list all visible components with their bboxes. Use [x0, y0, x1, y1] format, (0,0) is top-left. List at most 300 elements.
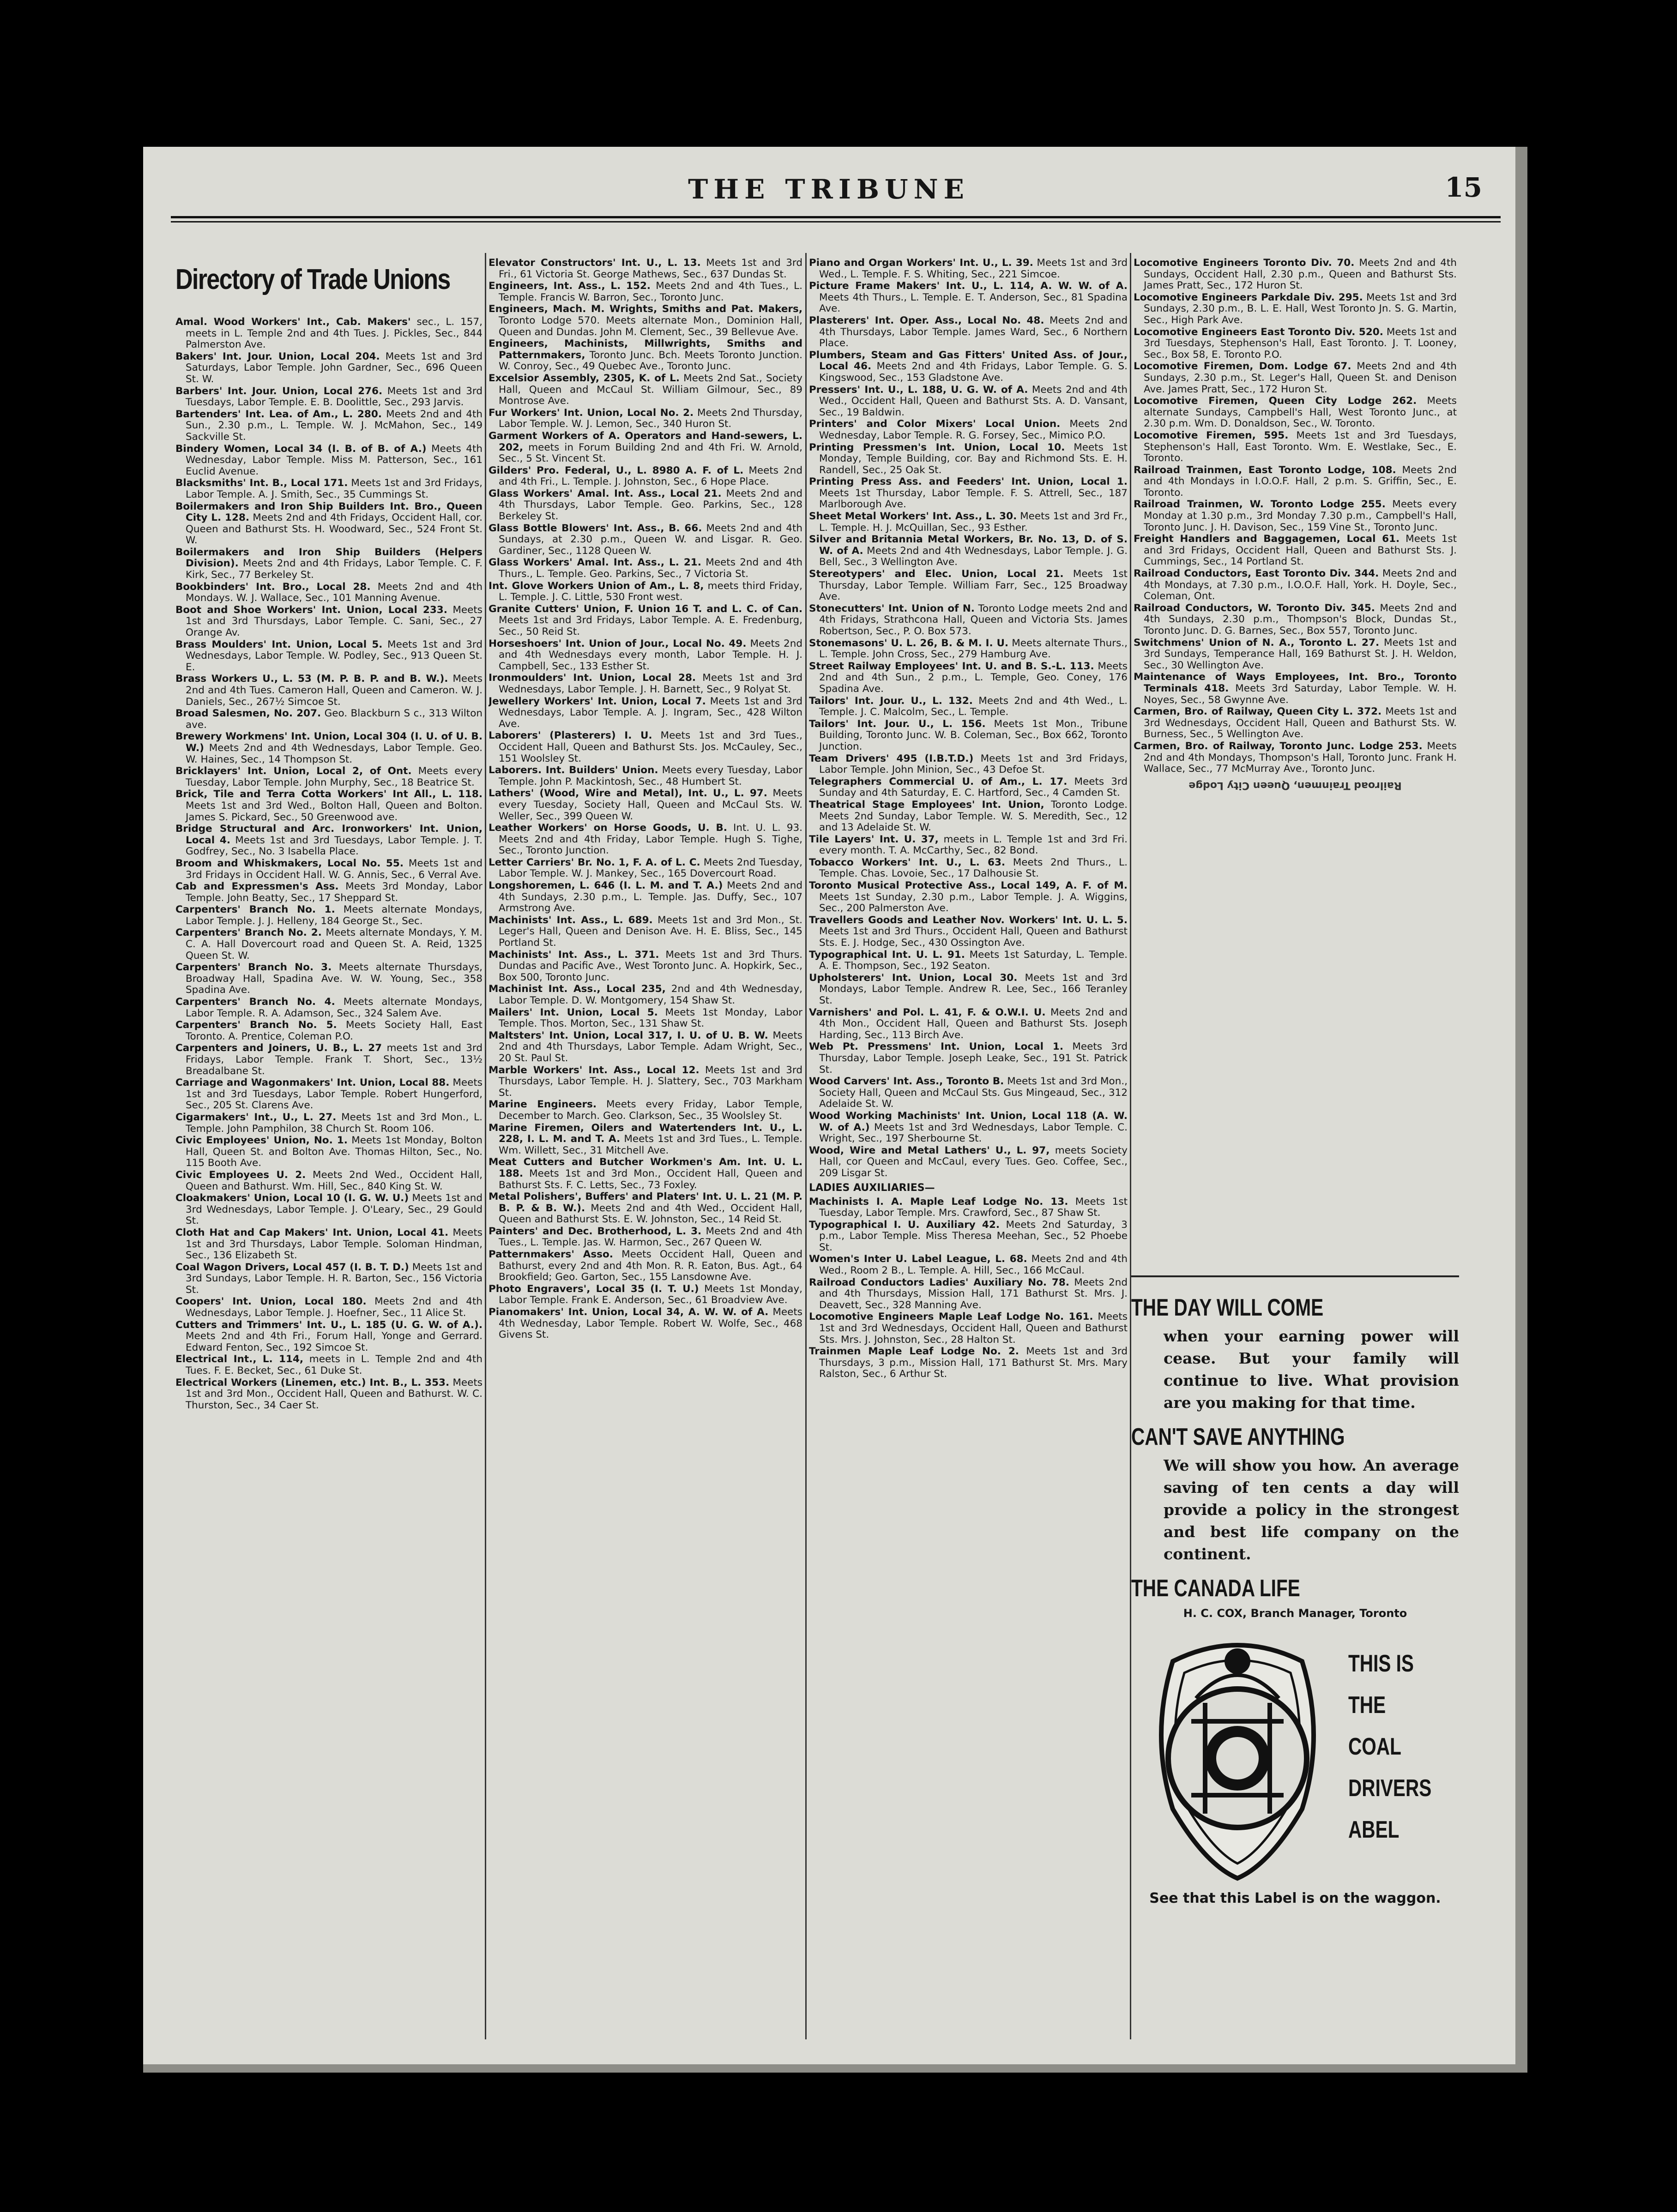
- union-entry: [809, 1007, 1128, 1041]
- union-name: Longshoremen, L. 646 (I. L. M. and T. A.): [489, 880, 723, 892]
- union-entry: [489, 696, 802, 730]
- union-details: Meets 2nd and 4th Sundays, at 2.30 p.m., Queen W. and Lisgar. R. Geo. Gardiner, Sec., 1128 Queen W.: [499, 522, 802, 557]
- union-entry: [175, 997, 483, 1019]
- union-entry: [1134, 706, 1457, 740]
- union-details: Meets 1st and 3rd Fri., 61 Victoria St. George Mathews, Sec., 637 Dundas St.: [499, 258, 802, 280]
- union-label-footer: See that this Label is on the waggon.: [1149, 1890, 1441, 1906]
- union-entry: [175, 1227, 483, 1262]
- union-entry: [809, 534, 1128, 568]
- union-details: Meets 4th Wednesday, Labor Temple. Robert W. Wolfe, Sec., 468 Givens St.: [499, 1306, 802, 1341]
- union-details: Meets 2nd Wednesday, Labor Temple. R. G. Forsey, Sec., Mimico P.O.: [819, 418, 1128, 441]
- union-name: Sheet Metal Workers' Int. Ass., L. 30.: [809, 511, 1017, 523]
- union-details: Meets 1st and 3rd Tuesdays, Labor Temple. J. T. Godfrey, Sec., No. 3 Isabella Place.: [186, 834, 483, 858]
- union-entry: [1134, 361, 1457, 395]
- union-name: Excelsior Assembly, 2305, K. of L.: [489, 372, 680, 384]
- union-details: Meets 2nd and 4th Sundays, Occident Hall, 2.30 p.m., Queen and Bathurst Sts. James Pratt, Sec., 172 Huron St.: [1144, 258, 1457, 292]
- union-entry: [809, 476, 1128, 511]
- union-details: Meets 4th Wednesday, Labor Temple. Miss M. Patterson, Sec., 161 Euclid Avenue.: [186, 443, 483, 477]
- union-entry: [489, 984, 802, 1006]
- union-name: Civic Employees U. 2.: [175, 1169, 306, 1181]
- union-entry: [489, 338, 802, 373]
- union-name: Tailors' Int. Jour. U., L. 132.: [809, 695, 973, 707]
- union-details: Meets alternate Mondays, Labor Temple. J. J. Helleny, 184 George St., Sec.: [186, 904, 483, 927]
- union-details: meets in L. Temple 2nd and 4th Tues. F. E. Becket, Sec., 61 Duke St.: [186, 1353, 483, 1377]
- union-entry: [1134, 534, 1457, 568]
- union-name: Marine Engineers.: [489, 1099, 597, 1111]
- union-details: Meets 4th Thurs., L. Temple. E. T. Anderson, Sec., 81 Spadina Ave.: [819, 291, 1128, 315]
- union-name: Machinists' Int. Ass., L. 371.: [489, 949, 659, 961]
- union-name: Brewery Workmens' Int. Union, Local 304 (I. U. of U. B. W.): [175, 731, 483, 754]
- union-name: Maintenance of Ways Employees, Int. Bro., Toronto Terminals 418.: [1134, 671, 1457, 694]
- union-entry: [809, 1277, 1128, 1311]
- union-entry: [175, 582, 483, 604]
- union-name: Piano and Organ Workers' Int. U., L. 39.: [809, 258, 1033, 269]
- union-entry: [809, 315, 1128, 349]
- union-name: Ironmoulders' Int. Union, Local 28.: [489, 672, 696, 684]
- union-entry: [1134, 258, 1457, 292]
- union-entry: [809, 973, 1128, 1007]
- union-entry: [489, 1030, 802, 1064]
- union-name: Railroad Trainmen, W. Toronto Lodge 255.: [1134, 499, 1386, 511]
- union-details: Meets 1st and 3rd Tues., L. Temple. Wm. Willett, Sec., 31 Mitchell Ave.: [499, 1133, 802, 1156]
- union-entry: [175, 823, 483, 858]
- directory-column-4: [1134, 258, 1457, 1273]
- union-name: Carpenters and Joiners, U. B., L. 27: [175, 1042, 382, 1054]
- union-entry: [1134, 637, 1457, 672]
- union-name: Machinist Int. Ass., Local 235,: [489, 983, 666, 995]
- union-name: Telegraphers Commercial U. of Am., L. 17.: [809, 775, 1068, 787]
- union-name: Blacksmiths' Int. B., Local 171.: [175, 477, 348, 489]
- union-name: Brass Moulders' Int. Union, Local 5.: [175, 638, 383, 650]
- union-name: Locomotive Firemen, 595.: [1134, 429, 1289, 441]
- union-details: Meets every Monday at 1.30 p.m., 3rd Monday 7.30 p.m., Campbell's Hall, Toronto Junc. J. H. Davison, Sec., 159 Vine St., Toronto Junc.: [1144, 499, 1457, 533]
- union-name: Web Pt. Pressmens' Int. Union, Local 1.: [809, 1041, 1064, 1053]
- union-entry: [809, 1346, 1128, 1380]
- union-entry: [809, 915, 1128, 949]
- union-name: Glass Workers' Amal. Int. Ass., L. 21.: [489, 557, 701, 569]
- life-insurance-advert: [1131, 1275, 1459, 1912]
- union-details: Meets 1st Thursday, Labor Temple. William Farr, Sec., 125 Broadway Ave.: [819, 568, 1128, 603]
- union-details: Meets 1st and 3rd Thursdays, Labor Temple. C. Sani, Sec., 27 Orange Av.: [186, 604, 483, 639]
- directory-heading: Directory of Trade Unions: [175, 264, 450, 295]
- union-entry: [175, 789, 483, 823]
- label-line: THE: [1348, 1692, 1386, 1719]
- union-details: Meets 3rd Saturday, Labor Temple. W. H. Noyes, Sec., 58 Gwynne Ave.: [1144, 682, 1457, 706]
- union-entry: [1134, 603, 1457, 637]
- column-divider: [485, 253, 486, 2039]
- union-details: Meets 2nd and 4th Mondays in I.O.O.F. Hall, 2 p.m. S. Griffin, Sec., E. Toronto.: [1144, 464, 1457, 499]
- union-name: Carpenters' Branch No. 5.: [175, 1019, 337, 1031]
- union-details: Meets 1st and 3rd Wednesdays, Labor Temple. J. O'Leary, Sec., 29 Gould St.: [186, 1192, 483, 1227]
- union-details: Meets 2nd and 4th Sundays, 2.30 p.m., L. Temple. Jas. Duffy, Sec., 107 Armstrong Ave.: [499, 880, 802, 914]
- union-name: Varnishers' and Pol. L. 41, F. & O.W.I. U.: [809, 1006, 1046, 1018]
- union-name: Brick, Tile and Terra Cotta Workers' Int All., L. 118.: [175, 788, 483, 800]
- union-name: Elevator Constructors' Int. U., L. 13.: [489, 258, 701, 269]
- advert-body-1: when your earning power will cease. But your family will continue to live. What provision are you making for that time.: [1164, 1327, 1459, 1412]
- union-name: Cigarmakers' Int., U., L. 27.: [175, 1111, 337, 1123]
- union-name: Pianomakers' Int. Union, Local 34, A. W. W. of A.: [489, 1306, 769, 1318]
- union-name: Switchmens' Union of N. A., Toronto L. 27.: [1134, 637, 1380, 649]
- union-entry: [489, 1123, 802, 1157]
- union-name: Typographical I. U. Auxiliary 42.: [809, 1219, 1000, 1231]
- union-name: Fur Workers' Int. Union, Local No. 2.: [489, 407, 694, 419]
- union-details: Meets 2nd and 4th Sun., 2 p.m., L. Temple, Geo. Coney, 176 Spadina Ave.: [819, 660, 1128, 695]
- union-details: Meets 1st and 3rd Fridays, Labor Temple. A. E. Fredenburg, Sec., 50 Reid St.: [499, 614, 802, 637]
- union-details: meets third Friday, L. Temple. J. C. Little, 530 Front west.: [499, 580, 802, 603]
- union-details: Meets alternate Thursdays, Broadway Hall, Spadina Ave. W. W. Young, Sec., 358 Spadina Ave.: [186, 962, 483, 996]
- union-name: Machinists I. A. Maple Leaf Lodge No. 13.: [809, 1196, 1068, 1208]
- union-name: Garment Workers of A. Operators and Hand-sewers, L. 202,: [489, 430, 802, 453]
- union-entry: [809, 603, 1128, 637]
- union-details: Meets 2nd and 4th Thursdays, Labor Temple. Adam Wright, Sec., 20 St. Paul St.: [499, 1029, 802, 1064]
- union-details: Meets 1st and 3rd Mon., St. Leger's Hall, Queen and Denison Ave. H. E. Bliss, Sec., 145 Portland St.: [499, 914, 802, 949]
- union-entry: [175, 409, 483, 443]
- union-details: Meets 1st Thursday, Labor Temple. F. S. Attrell, Sec., 187 Marlborough Ave.: [819, 487, 1128, 511]
- union-name: Tile Layers' Int. U. 37,: [809, 833, 939, 845]
- union-entry: [1134, 396, 1457, 430]
- label-line: DRIVERS: [1348, 1775, 1432, 1802]
- union-entry: [489, 281, 802, 303]
- union-name: Mailers' Int. Union, Local 5.: [489, 1006, 658, 1018]
- union-name: Locomotive Engineers Toronto Div. 70.: [1134, 258, 1355, 269]
- union-entry: [175, 1112, 483, 1135]
- union-name: Pressers' Int. U., L. 188, U. G. W. of A.: [809, 384, 1028, 396]
- union-name: Engineers, Int. Ass., L. 152.: [489, 280, 651, 292]
- union-entry: [175, 858, 483, 881]
- union-entry: [1134, 292, 1457, 326]
- union-name: Bricklayers' Int. Union, Local 2, of Ont.: [175, 765, 412, 777]
- union-details: Meets 2nd and 4th Wednesdays, Labor Temple. Geo. W. Haines, Sec., 14 Thompson St.: [186, 742, 483, 765]
- union-details: Meets 2nd and 4th Fri., L. Temple. J. Johnston, Sec., 6 Hope Place.: [499, 464, 802, 488]
- union-details: Toronto Lodge. Meets 2nd Sunday, Labor Temple. W. S. Meredith, Sec., 12 and 13 Adelaide St. W.: [819, 799, 1128, 834]
- union-entry: [489, 465, 802, 488]
- union-details: Meets 2nd and 4th Mon., Occident Hall, Queen and Bathurst Sts. Joseph Harding, Sec., 113 Birch Ave.: [819, 1006, 1128, 1041]
- union-details: Meets 1st and 3rd Wednesdays, Labor Temple. A. J. Ingram, Sec., 428 Wilton Ave.: [499, 695, 802, 730]
- union-name: Glass Bottle Blowers' Int. Ass., B. 66.: [489, 522, 702, 534]
- union-details: Meets 2nd and 4th Mondays, Thompson's Hall, Toronto Junc. Frank H. Wallace, Sec., 77 McMurray Ave., Toronto Junc.: [1144, 740, 1457, 775]
- union-entry: [809, 1196, 1128, 1219]
- union-details: Meets 2nd and 4th Fridays, Labor Temple. G. S. Kingswood, Sec., 153 Gladstone Ave.: [819, 361, 1128, 384]
- union-details: Meets 1st and 3rd Wednesdays, Labor Temple. W. Podley, Sec., 913 Queen St. E.: [186, 638, 483, 673]
- union-name: Picture Frame Makers' Int. U., L. 114, A. W. W. of A.: [809, 280, 1128, 292]
- union-name: Electrical Workers (Linemen, etc.) Int. B., L. 353.: [175, 1376, 450, 1389]
- union-entry: [809, 258, 1128, 280]
- union-label-text: [1348, 1643, 1459, 1851]
- union-details: Meets 1st and 3rd Wednesdays, Labor Temple. J. H. Barnett, Sec., 9 Rolyat St.: [499, 672, 802, 695]
- union-details: Meets 1st and 3rd Thursdays, Labor Temple. H. J. Slattery, Sec., 703 Markham St.: [499, 1064, 802, 1099]
- union-details: Meets 1st and 3rd Tuesdays, Stephenson's Hall, East Toronto. Wm. E. Westlake, Sec., E. Toronto.: [1144, 429, 1457, 464]
- union-entry: [175, 1377, 483, 1412]
- union-entry: [1134, 568, 1457, 602]
- union-details: Meets 1st Saturday, L. Temple. A. E. Thompson, Sec., 192 Seaton.: [819, 949, 1128, 972]
- union-entry: [489, 408, 802, 430]
- union-name: Barbers' Int. Jour. Union, Local 276.: [175, 385, 383, 397]
- union-details: Meets 1st and 3rd Mon., Society Hall, Queen and McCaul Sts. Gus Mingeaud, Sec., 312 Adelaide St. W.: [819, 1076, 1128, 1110]
- advert-manager: H. C. COX, Branch Manager, Toronto: [1183, 1607, 1407, 1620]
- union-entry: [809, 696, 1128, 718]
- union-name: Women's Inter U. Label League, L. 68.: [809, 1253, 1027, 1265]
- union-details: Meets 2nd and 4th Sun., 2.30 p.m., L. Temple. W. J. McMahon, Sec., 149 Sackville St.: [186, 408, 483, 443]
- union-entry: [1134, 327, 1457, 361]
- union-name: Plumbers, Steam and Gas Fitters' United Ass. of Jour., Local 46.: [809, 349, 1128, 373]
- union-name: Glass Workers' Amal. Int. Ass., Local 21.: [489, 487, 722, 499]
- union-name: Locomotive Engineers East Toronto Div. 520.: [1134, 326, 1383, 338]
- union-name: Bookbinders' Int. Bro., Local 28.: [175, 581, 371, 593]
- union-label-advert: [1131, 1634, 1459, 1883]
- union-name: Cloakmakers' Union, Local 10 (I. G. W. U.): [175, 1192, 409, 1204]
- union-entry: [489, 730, 802, 764]
- union-details: Meets every Friday, Labor Temple, December to March. Geo. Clarkson, Sec., 35 Woolsley St.: [499, 1099, 802, 1122]
- union-details: Meets 1st and 3rd Wednesdays, Labor Temple. C. Wright, Sec., 197 Sherbourne St.: [819, 1121, 1128, 1145]
- union-details: Meets 1st and 3rd Mondays, Labor Temple. Andrew R. Lee, Sec., 166 Teranley St.: [819, 972, 1128, 1006]
- union-details: Meets 1st and 3rd Thurs., Occident Hall, Queen and Bathurst Sts. E. J. Hodge, Sec., 430 Ossington Ave.: [819, 926, 1128, 949]
- union-details: Meets 1st and 3rd Sundays, Temperance Hall, 169 Bathurst St. J. H. Weldon, Sec., 30 Wellington Ave.: [1144, 637, 1457, 671]
- union-entry: [175, 444, 483, 478]
- union-details: Meets 1st and 3rd Fridays in Occident Hall. W. G. Annis, Sec., 6 Verral Ave.: [186, 857, 483, 881]
- union-entry: [489, 880, 802, 914]
- union-entry: [175, 766, 483, 788]
- union-details: Meets 2nd Saturday, 3 p.m., Labor Temple. Miss Theresa Meehan, Sec., 52 Phoebe St.: [819, 1219, 1128, 1253]
- union-entry: [809, 442, 1128, 476]
- union-details: Meets 2nd and 4th Mondays. W. J. Wallace, Sec., 101 Manning Avenue.: [186, 581, 483, 604]
- union-details: Meets 2nd Wed., Occident Hall, Queen and Bathurst. Wm. Hill, Sec., 840 King St. W.: [186, 1169, 483, 1192]
- union-name: Bridge Structural and Arc. Ironworkers' Int. Union, Local 4.: [175, 823, 483, 846]
- union-name: Marble Workers' Int. Ass., Local 12.: [489, 1064, 700, 1076]
- union-entry: [175, 605, 483, 639]
- union-entry: [809, 661, 1128, 695]
- union-details: Meets 1st and 3rd Fridays, Labor Temple. A. J. Smith, Sec., 35 Cummings St.: [186, 477, 483, 500]
- union-entry: [809, 753, 1128, 776]
- union-details: Meets 2nd and 4th Fridays, Labor Temple. C. F. Kirk, Sec., 77 Berkeley St.: [186, 558, 483, 581]
- union-entry: [489, 857, 802, 880]
- union-entry: [809, 350, 1128, 384]
- union-name: Lathers' (Wood, Wire and Metal), Int. U., L. 97.: [489, 787, 767, 799]
- union-name: Coopers' Int. Union, Local 180.: [175, 1296, 367, 1308]
- union-entry: [175, 1296, 483, 1319]
- union-details: Meets 2nd and 4th Wed., L. Temple. J. C. Malcolm, Sec., L. Temple.: [819, 695, 1128, 718]
- union-name: Engineers, Machinists, Millwrights, Smiths and Patternmakers,: [489, 338, 802, 361]
- union-name: Railroad Trainmen, East Toronto Lodge, 108.: [1134, 464, 1396, 476]
- union-details: Meets 1st and 3rd Tuesdays, Labor Temple. Robert Hungerford, Sec., 205 St. Clarens Ave.: [186, 1077, 483, 1112]
- union-entry: [809, 857, 1128, 880]
- union-name: Locomotive Engineers Parkdale Div. 295.: [1134, 291, 1363, 303]
- union-name: Meat Cutters and Butcher Workmen's Am. Int. U. L. 188.: [489, 1156, 802, 1179]
- union-details: Meets 1st and 3rd Fr., L. Temple. H. J. McQuillan, Sec., 93 Esther.: [819, 511, 1128, 534]
- union-details: Int. U. L. 93. Meets 2nd and 4th Friday, Labor Temple. Hugh S. Tighe, Sec., Toronto Junction.: [499, 822, 802, 857]
- union-entry: [809, 385, 1128, 419]
- union-entry: [489, 258, 802, 280]
- union-name: Granite Cutters' Union, F. Union 16 T. and L. C. of Can.: [489, 603, 802, 615]
- union-details: Meets 1st and 3rd Thursdays, Labor Temple. Soloman Hindman, Sec., 136 Elizabeth St.: [186, 1226, 483, 1262]
- union-entry: [1134, 499, 1457, 533]
- directory-column-3: [809, 258, 1128, 2035]
- union-details: Meets 1st and 3rd Sundays, 2.30 p.m., B. L. E. Hall, West Toronto Jn. S. G. Martin, Sec., High Park Ave.: [1144, 291, 1457, 326]
- union-details: Meets 1st Monday, Labor Temple. Frank E. Anderson, Sec., 61 Broadview Ave.: [499, 1283, 802, 1306]
- union-entry: [489, 788, 802, 822]
- union-details: Meets 1st and 3rd Fridays, Labor Temple. John Minion, Sec., 43 Defoe St.: [819, 752, 1128, 776]
- union-name: Trainmen Maple Leaf Lodge No. 2.: [809, 1346, 1019, 1358]
- union-entry: [175, 1354, 483, 1376]
- union-entry: [489, 950, 802, 984]
- union-details: Meets 1st and 3rd Tuesdays, Stephenson's Hall, East Toronto. J. T. Looney, Sec., Box 58, E. Toronto P.O.: [1144, 326, 1457, 361]
- union-details: Meets 2nd and 4th Wednesdays, Labor Temple. J. G. Bell, Sec., 3 Wellington Ave.: [819, 545, 1128, 568]
- union-name: Machinists' Int. Ass., L. 689.: [489, 914, 653, 926]
- union-name: Cab and Expressmen's Ass.: [175, 881, 339, 893]
- union-name: Electrical Int., L. 114,: [175, 1353, 304, 1365]
- union-details: Toronto Junc. Bch. Meets Toronto Junction. W. Conroy, Sec., 49 Quebec Ave., Toronto Junc.: [499, 349, 802, 373]
- union-details: meets in L. Temple 1st and 3rd Fri. every month. T. A. McCarthy, Sec., 82 Bond.: [819, 833, 1128, 857]
- union-details: Meets 2nd and 4th Mondays, at 7.30 p.m., I.O.O.F. Hall, York. H. Doyle, Sec., Coleman, Ont.: [1144, 568, 1457, 602]
- union-entry: [175, 673, 483, 708]
- union-entry: [175, 639, 483, 673]
- union-name: Railroad Conductors, East Toronto Div. 344.: [1134, 568, 1379, 580]
- union-name: Patternmakers' Asso.: [489, 1249, 613, 1261]
- union-entry: [1134, 430, 1457, 464]
- union-name: Boot and Shoe Workers' Int. Union, Local 233.: [175, 604, 447, 616]
- union-entry: [809, 569, 1128, 603]
- union-details: Meets 2nd Tuesday, Labor Temple. W. J. Mankey, Sec., 165 Dovercourt Road.: [499, 856, 802, 880]
- union-name: Locomotive Firemen, Dom. Lodge 67.: [1134, 361, 1351, 373]
- union-entry: [809, 719, 1128, 753]
- union-name: Marine Firemen, Oilers and Watertenders Int. U., L. 228, I. L. M. and T. A.: [489, 1122, 802, 1145]
- union-details: Meets 2nd and 4th Wed., Room 2 B., L. Temple. A. Hill, Sec., 166 McCaul.: [819, 1253, 1128, 1277]
- union-name: Freight Handlers and Baggagemen, Local 61.: [1134, 533, 1400, 545]
- union-name: Plasterers' Int. Oper. Ass., Local No. 48.: [809, 314, 1044, 326]
- masthead-rule: [171, 216, 1501, 222]
- union-entry: [809, 1145, 1128, 1179]
- union-name: Carpenters' Branch No. 2.: [175, 927, 322, 939]
- union-entry: [489, 1191, 802, 1226]
- union-details: Geo. Blackburn S c., 313 Wilton ave.: [186, 708, 483, 731]
- union-name: Silver and Britannia Metal Workers, Br. No. 13, D. of S. W. of A.: [809, 534, 1128, 557]
- union-entry: [489, 1007, 802, 1030]
- union-entry: [489, 638, 802, 673]
- union-entry: [489, 915, 802, 949]
- union-entry: [489, 373, 802, 407]
- publication-title: THE TRIBUNE: [688, 174, 970, 205]
- union-name: Boilermakers and Iron Ship Builders (Helpers Division).: [175, 546, 483, 570]
- union-name: Metal Polishers', Buffers' and Platers' Int. U. L. 21 (M. P. B. P. & B. W.).: [489, 1191, 802, 1214]
- union-entry: [1134, 741, 1457, 775]
- union-details: meets 1st and 3rd Fridays, Labor Temple. Frank T. Short, Sec., 13½ Breadalbane St.: [186, 1042, 483, 1077]
- union-entry: [809, 950, 1128, 972]
- union-details: Meets 2nd and 4th Fri., Forum Hall, Yonge and Gerrard. Edward Fenton, Sec., 192 Simcoe St.: [186, 1330, 483, 1353]
- union-name: Printers' and Color Mixers' Local Union.: [809, 418, 1061, 430]
- union-entry: [809, 638, 1128, 661]
- union-details: Meets 2nd Thursday, Labor Temple. W. J. Lemon, Sec., 340 Huron St.: [499, 407, 802, 430]
- union-entry: [489, 1157, 802, 1191]
- union-details: Toronto Lodge meets 2nd and 4th Fridays, Strathcona Hall, Queen and Victoria Sts. James Robertson, Sec., P. O. Box 573.: [819, 602, 1128, 637]
- union-entry: [175, 1262, 483, 1296]
- union-details: Meets 2nd and 4th Thurs., L. Temple. Geo. Parkins, Sec., 7 Victoria St.: [499, 557, 802, 580]
- union-name: Cloth Hat and Cap Makers' Int. Union, Local 41.: [175, 1226, 449, 1238]
- union-details: Meets 2nd and 4th Wednesdays, Labor Temple. J. Hoefner, Sec., 11 Alice St.: [186, 1296, 483, 1319]
- union-entry: [809, 880, 1128, 914]
- union-details: Toronto Lodge 570. Meets alternate Mon., Dominion Hall, Queen and Dundas. John M. Clement, Sec., 39 Bellevue Ave.: [499, 314, 802, 338]
- union-entry: [175, 881, 483, 904]
- union-entry: [175, 386, 483, 409]
- union-details: meets in Forum Building 2nd and 4th Fri. W. Arnold, Sec., 5 St. Vincent St.: [499, 441, 802, 465]
- label-line: ABEL: [1348, 1816, 1400, 1843]
- union-details: Meets 2nd and 4th Sundays, 2.30 p.m., St. Leger's Hall, Queen St. and Denison Ave. James Pratt, Sec., 172 Huron St.: [1144, 361, 1457, 395]
- union-name: Theatrical Stage Employees' Int. Union,: [809, 799, 1044, 811]
- union-name: Horseshoers' Int. Union of Jour., Local No. 49.: [489, 637, 747, 649]
- union-details: Meets 1st and 3rd Wednesdays, Occident Hall, Queen and Bathurst Sts. Mrs. J. Johnston, Sec., 28 Halton St.: [819, 1311, 1128, 1346]
- union-entry: [809, 419, 1128, 441]
- union-name: Stonecutters' Int. Union of N.: [809, 602, 975, 614]
- union-details: Meets 3rd Thursday, Labor Temple. Joseph Leake, Sec., 191 St. Patrick St.: [819, 1041, 1128, 1076]
- union-entry: [175, 1320, 483, 1354]
- union-name: Wood, Wire and Metal Lathers' U., L. 97,: [809, 1144, 1050, 1156]
- union-entry: [175, 904, 483, 927]
- union-entry: [489, 604, 802, 638]
- union-entry: [489, 304, 802, 338]
- label-line: THIS IS: [1348, 1650, 1414, 1677]
- union-details: Meets 1st Sunday, 2.30 p.m., Labor Temple. J. A. Wiggins, Sec., 200 Palmerston Ave.: [819, 891, 1128, 914]
- union-name: Leather Workers' on Horse Goods, U. B.: [489, 822, 727, 834]
- union-name: Travellers Goods and Leather Nov. Workers' Int. U. L. 5.: [809, 914, 1128, 926]
- union-name: Carriage and Wagonmakers' Int. Union, Local 88.: [175, 1077, 450, 1089]
- union-name: Broad Salesmen, No. 207.: [175, 708, 321, 720]
- union-details: Meets 3rd Monday, Labor Temple. John Beatty, Sec., 17 Sheppard St.: [186, 881, 483, 904]
- union-details: Meets 1st and 3rd Sundays, Labor Temple. H. R. Barton, Sec., 156 Victoria St.: [186, 1261, 483, 1296]
- union-entry: [809, 1111, 1128, 1145]
- union-entry: [809, 1041, 1128, 1076]
- union-name: Toronto Musical Protective Ass., Local 149, A. F. of M.: [809, 880, 1128, 892]
- union-label-emblem-icon: [1140, 1634, 1334, 1883]
- union-details: Meets 1st and 3rd Wed., Bolton Hall, Queen and Bolton. James S. Pickard, Sec., 50 Greenwood ave.: [186, 799, 483, 823]
- label-line: COAL: [1348, 1733, 1401, 1760]
- union-name: Engineers, Mach. M. Wrights, Smiths and Pat. Makers,: [489, 303, 802, 315]
- union-details: Meets every Tuesday, Labor Temple. John P. Mackintosh, Sec., 48 Humbert St.: [499, 764, 802, 787]
- union-entry: [489, 673, 802, 695]
- union-entry: [1134, 465, 1457, 499]
- union-entry: [1134, 672, 1457, 706]
- union-name: Printing Press Ass. and Feeders' Int. Union, Local 1.: [809, 476, 1128, 488]
- union-details: Meets 2nd and 4th Thursdays, Mission Hall, 171 Bathurst St. Mrs. J. Deavett, Sec., 328 Manning Ave.: [819, 1276, 1128, 1311]
- union-entry: [175, 478, 483, 500]
- union-entry: [809, 1254, 1128, 1276]
- union-entry: [809, 511, 1128, 534]
- union-name: Typographical Int. U. L. 91.: [809, 949, 965, 961]
- union-details: Meets 2nd and 4th Wed., Occident Hall, Queen and Bathurst Sts. A. D. Vansant, Sec., 19 Baldwin.: [819, 384, 1128, 418]
- union-entry: [809, 799, 1128, 834]
- union-name: Tailors' Int. Jour. U., L. 156.: [809, 718, 986, 730]
- advert-company: THE CANADA LIFE: [1131, 1575, 1300, 1602]
- union-entry: [175, 351, 483, 385]
- union-entry: [175, 1043, 483, 1077]
- union-name: Carmen, Bro. of Railway, Toronto Junc. Lodge 253.: [1134, 740, 1423, 752]
- union-entry: [175, 927, 483, 962]
- union-name: Cutters and Trimmers' Int. U., L. 185 (U. G. W. of A.).: [175, 1319, 483, 1331]
- union-name: Laborers' (Plasterers) I. U.: [489, 730, 652, 742]
- union-name: Bartenders' Int. Lea. of Am., L. 280.: [175, 408, 382, 420]
- union-details: Meets alternate Thurs., L. Temple. John Cross, Sec., 279 Hamburg Ave.: [819, 637, 1128, 661]
- union-name: Bakers' Int. Jour. Union, Local 204.: [175, 350, 380, 362]
- union-entry: [489, 765, 802, 787]
- union-name: Street Railway Employees' Int. U. and B. S.-L. 113.: [809, 660, 1094, 672]
- column-divider: [805, 253, 807, 2039]
- union-name: Wood Working Machinists' Int. Union, Local 118 (A. W. W. of A.): [809, 1110, 1128, 1133]
- union-details: Meets 2nd Thurs., L. Temple. Chas. Lovoie, Sec., 17 Dalhousie St.: [819, 856, 1128, 880]
- union-entry: [175, 1193, 483, 1227]
- union-details: Meets Society Hall, East Toronto. A. Prentice, Coleman P.O.: [186, 1019, 483, 1042]
- union-entry: [489, 1307, 802, 1341]
- union-entry: [175, 731, 483, 765]
- union-details: Meets 2nd and 4th Tues., L. Temple. Jas. W. Harmon, Sec., 267 Queen W.: [499, 1225, 802, 1249]
- union-name: Photo Engravers', Local 35 (I. T. U.): [489, 1283, 699, 1295]
- union-name: Amal. Wood Workers' Int., Cab. Makers': [175, 316, 411, 328]
